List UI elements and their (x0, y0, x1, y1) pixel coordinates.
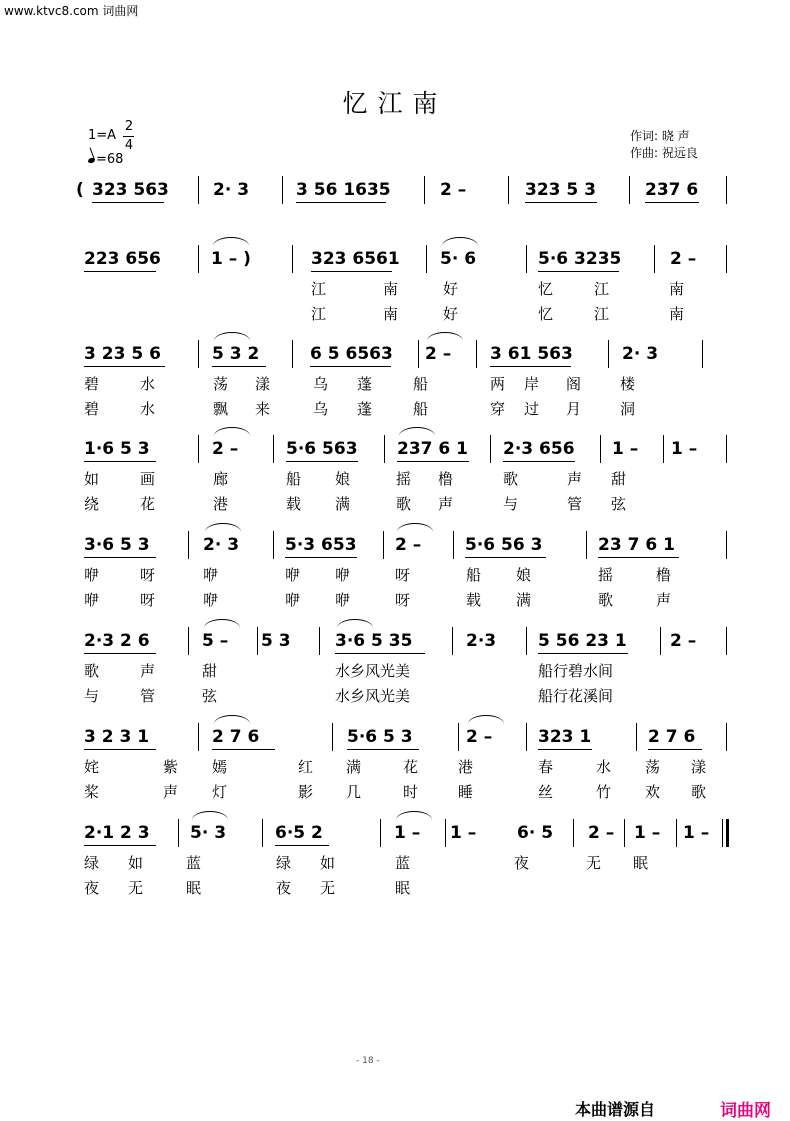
bar-line (453, 531, 454, 559)
beam-line (490, 366, 571, 367)
lyric-line1: 南 (383, 280, 399, 298)
bar-line (383, 531, 384, 559)
note-group: 1·6 5 3 (84, 439, 150, 459)
lyric-line1: 船 (286, 470, 302, 488)
bar-line (273, 531, 274, 559)
tempo-mark (88, 152, 123, 167)
lyric-line1: 漾 (255, 375, 271, 393)
lyricist-credit: 作词: 晓 声 (630, 129, 690, 143)
lyric-line1: 咿 (285, 566, 301, 584)
lyric-line2: 港 (213, 495, 229, 513)
lyric-line2: 与 (84, 687, 100, 705)
slur-arc (397, 523, 433, 532)
note-group: 2 – (588, 823, 615, 843)
lyric-line1: 紫 (163, 758, 179, 776)
bar-line (608, 340, 609, 368)
lyric-line1: 如 (320, 854, 336, 872)
lyric-line2: 月 (566, 400, 582, 418)
lyric-line2: 声 (163, 783, 179, 801)
lyric-line1: 如 (84, 470, 100, 488)
beam-line (84, 653, 156, 654)
lyric-line2: 歌 (691, 783, 707, 801)
note-group: 5·6 3235 (538, 249, 622, 269)
beam-line (525, 202, 597, 203)
lyric-line1: 娘 (516, 566, 532, 584)
beam-line (275, 845, 329, 846)
bar-line (586, 531, 587, 559)
beam-line (311, 271, 392, 272)
lyric-line2: 水 (140, 400, 156, 418)
lyric-line1: 呀 (140, 566, 156, 584)
lyric-line1: 绿 (276, 854, 292, 872)
note-group: 5·6 563 (286, 439, 358, 459)
composer-credit: 作曲: 祝远良 (630, 146, 698, 160)
lyric-line2: 江 (594, 305, 610, 323)
bar-line (292, 340, 293, 368)
bar-line (526, 627, 527, 655)
bar-line (332, 723, 333, 751)
note-group: 2 – (466, 727, 493, 747)
lyric-line2: 眠 (395, 879, 411, 897)
note-group: 2 – (670, 249, 697, 269)
note-group: 2·3 (466, 631, 497, 651)
bar-line (676, 819, 677, 847)
lyric-line2: 咿 (203, 591, 219, 609)
beam-line (538, 271, 619, 272)
slur-arc (214, 332, 250, 341)
note-group: 323 563 (92, 180, 169, 200)
lyric-line1: 船行碧水间 (538, 662, 614, 680)
lyric-line2: 花 (140, 495, 156, 513)
note-group: 2 – (395, 535, 422, 555)
lyric-line2: 眠 (186, 879, 202, 897)
beam-line (538, 653, 628, 654)
bar-line (629, 176, 630, 204)
lyric-line1: 歌 (84, 662, 100, 680)
bar-line (198, 435, 199, 463)
bar-line (198, 340, 199, 368)
lyric-line1: 蓝 (395, 854, 411, 872)
bar-line (526, 245, 527, 273)
lyric-line2: 弦 (202, 687, 218, 705)
note-group: 3 23 5 6 (84, 344, 161, 364)
bar-line (282, 176, 283, 204)
beam-line (286, 461, 358, 462)
lyric-line1: 好 (443, 280, 459, 298)
lyric-line1: 蓬 (357, 375, 373, 393)
bar-line (198, 245, 199, 273)
lyric-line2: 灯 (212, 783, 228, 801)
note-group: 3·6 5 35 (335, 631, 413, 651)
lyric-line2: 丝 (538, 783, 554, 801)
lyric-line2: 忆 (538, 305, 554, 323)
lyric-line2: 船 (413, 400, 429, 418)
bar-line (660, 627, 661, 655)
note-group: 1 – (394, 823, 421, 843)
bar-line (508, 176, 509, 204)
source-text: 本曲谱源自 (575, 1100, 656, 1119)
note-group: 2· 3 (203, 535, 240, 555)
tempo-value: =68 (96, 152, 124, 167)
site-header[interactable]: www.ktvc8.com 词曲网 (4, 4, 139, 18)
bar-line (418, 340, 419, 368)
beam-line (397, 461, 469, 462)
beam-line (648, 749, 702, 750)
bar-line (476, 340, 477, 368)
lyric-line2: 穿 (490, 400, 506, 418)
beam-line (84, 271, 156, 272)
note-group: 3 56 1635 (296, 180, 391, 200)
beam-line (310, 366, 391, 367)
slur-arc (427, 332, 463, 341)
lyric-line1: 忆 (538, 280, 554, 298)
page-number: - 18 - (356, 1056, 380, 1066)
key-signature: 1=A (88, 128, 117, 143)
lyric-line1: 廊 (213, 470, 229, 488)
bar-line (452, 627, 453, 655)
bar-line (384, 435, 385, 463)
note-group: 2 7 6 (648, 727, 696, 747)
lyric-line1: 碧 (84, 375, 100, 393)
note-group: 2·3 2 6 (84, 631, 150, 651)
lyric-line1: 岸 (524, 375, 540, 393)
note-group: 5· 6 (440, 249, 477, 269)
note-group: 1 – (612, 439, 639, 459)
beam-line (92, 202, 164, 203)
lyric-line2: 呀 (395, 591, 411, 609)
lyric-line1: 娘 (335, 470, 351, 488)
lyric-line2: 竹 (596, 783, 612, 801)
slur-arc (396, 811, 432, 820)
beam-line (212, 749, 275, 750)
lyric-line1: 荡 (645, 758, 661, 776)
bar-line (426, 245, 427, 273)
bar-line (458, 723, 459, 751)
lyric-line1: 水 (596, 758, 612, 776)
lyric-line1: 两 (490, 375, 506, 393)
lyric-line1: 姹 (84, 758, 100, 776)
lyric-line2: 睡 (458, 783, 474, 801)
beam-line (538, 749, 592, 750)
lyric-line2: 江 (311, 305, 327, 323)
lyric-line1: 摇 (396, 470, 412, 488)
lyric-line1: 嫣 (212, 758, 228, 776)
lyric-line2: 声 (656, 591, 672, 609)
bar-line (292, 245, 293, 273)
lyric-line1: 港 (458, 758, 474, 776)
note-group: 5·6 56 3 (465, 535, 543, 555)
beam-line (335, 653, 425, 654)
note-group: 2·3 656 (503, 439, 575, 459)
lyric-line2: 夜 (84, 879, 100, 897)
note-group: 5· 3 (190, 823, 227, 843)
site-logo[interactable]: 词曲网 (720, 1101, 771, 1121)
lyric-line1: 阁 (566, 375, 582, 393)
note-group: 237 6 (645, 180, 699, 200)
note-group: 1 – ) (211, 249, 251, 269)
lyric-line1: 南 (669, 280, 685, 298)
lyric-line2: 无 (128, 879, 144, 897)
time-bottom: 4 (124, 138, 134, 153)
lyric-line1: 满 (346, 758, 362, 776)
slur-arc (204, 619, 240, 628)
slur-arc (192, 811, 228, 820)
lyric-line2: 载 (286, 495, 302, 513)
lyric-line1: 无 (586, 854, 602, 872)
lyric-line2: 洞 (620, 400, 636, 418)
lyric-line1: 摇 (598, 566, 614, 584)
lyric-line2: 咿 (335, 591, 351, 609)
beam-line (296, 202, 386, 203)
bar-line (726, 176, 727, 204)
note-group: 323 5 3 (525, 180, 596, 200)
lyric-line2: 水乡风光美 (335, 687, 411, 705)
lyric-line1: 咿 (84, 566, 100, 584)
lyric-line1: 夜 (514, 854, 530, 872)
note-group: 2 – (425, 344, 452, 364)
lyric-line2: 咿 (84, 591, 100, 609)
lyric-line2: 无 (320, 879, 336, 897)
note-group: 2 7 6 (212, 727, 260, 747)
note-group: 2 – (670, 631, 697, 651)
lyric-line2: 时 (403, 783, 419, 801)
lyric-line1: 咿 (335, 566, 351, 584)
lyric-line2: 咿 (285, 591, 301, 609)
bar-line (726, 245, 727, 273)
note-group: 1 – (671, 439, 698, 459)
lyric-line1: 楼 (620, 375, 636, 393)
note-group: 2· 3 (213, 180, 250, 200)
song-title: 忆江南 (342, 89, 448, 118)
lyric-line2: 呀 (140, 591, 156, 609)
beam-line (503, 461, 575, 462)
bar-line (526, 723, 527, 751)
lyric-line2: 满 (335, 495, 351, 513)
bar-line (319, 627, 320, 655)
lyric-line1: 甜 (611, 470, 627, 488)
lyric-line2: 夜 (276, 879, 292, 897)
lyric-line1: 花 (403, 758, 419, 776)
slur-arc (337, 619, 373, 628)
beam-line (465, 557, 546, 558)
beam-line (84, 366, 165, 367)
note-group: ( (76, 180, 84, 200)
note-group: 23 7 6 1 (598, 535, 675, 555)
lyric-line2: 歌 (598, 591, 614, 609)
bar-line (188, 531, 189, 559)
lyric-line2: 管 (567, 495, 583, 513)
note-group: 6· 5 (517, 823, 554, 843)
lyric-line1: 橹 (438, 470, 454, 488)
bar-line (445, 819, 446, 847)
note-group: 1 – (634, 823, 661, 843)
bar-line (198, 176, 199, 204)
note-group: 6 5 6563 (310, 344, 393, 364)
lyric-line2: 蓬 (357, 400, 373, 418)
lyric-line2: 载 (466, 591, 482, 609)
note-group: 5·6 5 3 (347, 727, 413, 747)
lyric-line1: 如 (128, 854, 144, 872)
beam-line (212, 366, 266, 367)
note-group: 5 – (202, 631, 229, 651)
note-group: 2·1 2 3 (84, 823, 150, 843)
lyric-line2: 声 (438, 495, 454, 513)
note-group: 2· 3 (622, 344, 659, 364)
bar-line (424, 176, 425, 204)
bar-line (663, 435, 664, 463)
slur-arc (399, 427, 435, 436)
beam-line (84, 749, 156, 750)
lyric-line1: 水 (140, 375, 156, 393)
bar-line (198, 723, 199, 751)
beam-line (84, 845, 156, 846)
bar-line (702, 340, 703, 368)
slur-arc (214, 715, 250, 724)
final-barline (722, 819, 729, 847)
note-group: 223 656 (84, 249, 161, 269)
lyric-line2: 乌 (313, 400, 329, 418)
lyric-line2: 几 (346, 783, 362, 801)
lyric-line1: 绿 (84, 854, 100, 872)
lyric-line2: 管 (140, 687, 156, 705)
beam-line (285, 557, 357, 558)
lyric-line1: 眠 (633, 854, 649, 872)
lyric-line2: 飘 (213, 400, 229, 418)
note-group: 237 6 1 (397, 439, 468, 459)
lyric-line1: 橹 (656, 566, 672, 584)
bar-line (726, 723, 727, 751)
bar-line (726, 627, 727, 655)
lyric-line1: 声 (567, 470, 583, 488)
lyric-line2: 好 (443, 305, 459, 323)
time-top: 2 (124, 119, 134, 134)
note-group: 5·3 653 (285, 535, 357, 555)
lyric-line2: 碧 (84, 400, 100, 418)
note-group: 1 – (683, 823, 710, 843)
note-group: 2 – (440, 180, 467, 200)
lyric-line2: 绕 (84, 495, 100, 513)
lyric-line1: 声 (140, 662, 156, 680)
beam-line (84, 557, 156, 558)
lyric-line1: 江 (594, 280, 610, 298)
bar-line (178, 819, 179, 847)
slur-arc (468, 715, 504, 724)
lyric-line1: 船 (413, 375, 429, 393)
bar-line (600, 435, 601, 463)
bar-line (573, 819, 574, 847)
slur-arc (205, 523, 241, 532)
lyric-line2: 船行花溪间 (538, 687, 614, 705)
bar-line (273, 435, 274, 463)
bar-line (257, 627, 258, 655)
lyric-line1: 红 (298, 758, 314, 776)
bar-line (490, 435, 491, 463)
note-group: 3 2 3 1 (84, 727, 150, 747)
lyric-line1: 甜 (202, 662, 218, 680)
note-group: 323 1 (538, 727, 592, 747)
lyric-line2: 欢 (645, 783, 661, 801)
beam-line (84, 461, 156, 462)
bar-line (188, 627, 189, 655)
lyric-line1: 画 (140, 470, 156, 488)
beam-line (598, 557, 679, 558)
lyric-line1: 江 (311, 280, 327, 298)
lyric-line2: 南 (383, 305, 399, 323)
note-group: 5 3 (261, 631, 291, 651)
note-group: 2 – (212, 439, 239, 459)
beam-line (347, 749, 419, 750)
note-group: 3 61 563 (490, 344, 573, 364)
note-group: 5 3 2 (212, 344, 260, 364)
bar-line (624, 819, 625, 847)
lyric-line1: 乌 (313, 375, 329, 393)
lyric-line1: 春 (538, 758, 554, 776)
lyric-line2: 南 (669, 305, 685, 323)
lyric-line1: 呀 (395, 566, 411, 584)
slur-arc (214, 427, 250, 436)
lyric-line2: 满 (516, 591, 532, 609)
lyric-line2: 歌 (396, 495, 412, 513)
lyric-line2: 弦 (611, 495, 627, 513)
lyric-line1: 漾 (691, 758, 707, 776)
note-group: 1 – (450, 823, 477, 843)
slur-arc (213, 237, 249, 246)
bar-line (262, 819, 263, 847)
time-signature (123, 119, 135, 154)
lyric-line1: 船 (466, 566, 482, 584)
lyric-line1: 歌 (503, 470, 519, 488)
bar-line (726, 531, 727, 559)
lyric-line2: 影 (298, 783, 314, 801)
note-group: 3·6 5 3 (84, 535, 150, 555)
slur-arc (442, 237, 478, 246)
bar-line (654, 245, 655, 273)
bar-line (726, 435, 727, 463)
lyric-line1: 荡 (213, 375, 229, 393)
lyric-line2: 与 (503, 495, 519, 513)
beam-line (645, 202, 699, 203)
bar-line (380, 819, 381, 847)
quarter-note-icon (87, 157, 95, 164)
lyric-line2: 过 (524, 400, 540, 418)
note-group: 323 6561 (311, 249, 400, 269)
bar-line (636, 723, 637, 751)
lyric-line2: 来 (255, 400, 271, 418)
lyric-line1: 咿 (203, 566, 219, 584)
lyric-line1: 水乡风光美 (335, 662, 411, 680)
lyric-line2: 桨 (84, 783, 100, 801)
lyric-line1: 蓝 (186, 854, 202, 872)
note-group: 6·5 2 (275, 823, 323, 843)
note-group: 5 56 23 1 (538, 631, 627, 651)
